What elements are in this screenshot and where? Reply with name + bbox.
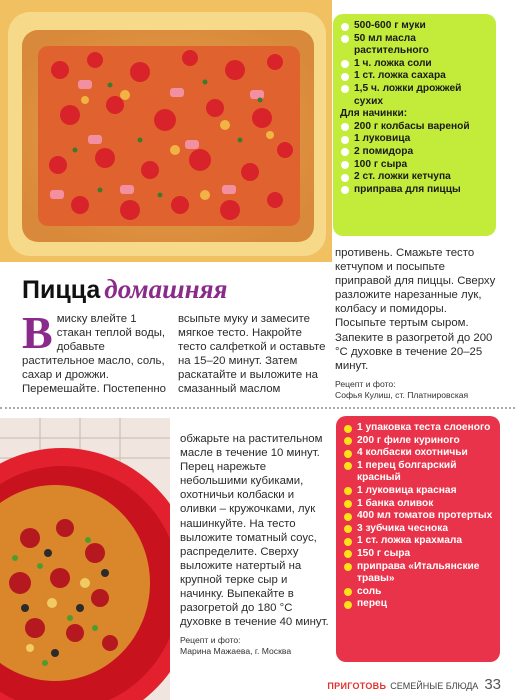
recipe2-credit-label: Рецепт и фото: [180,635,241,646]
ingredient-item: 150 г сыра [342,548,494,561]
magazine-section: СЕМЕЙНЫЕ БЛЮДА [390,681,479,691]
ingredient-item: 2 ст. ложки кетчупа [339,171,490,184]
ingredient-item: перец [342,598,494,611]
magazine-brand: ПРИГОТОВЬ [327,681,387,691]
title-word-pizza: Пицца [22,276,101,304]
pizza-photo-top [0,0,332,262]
ingredient-item: 400 мл томатов протертых [342,510,494,523]
recipe1-credit-label: Рецепт и фото: [335,378,396,389]
ingredient-item: 1 перец болгарский красный [342,460,494,485]
recipe1-text-col3 [335,246,500,401]
ingredient-item: 50 мл масла растительного [339,33,490,58]
ingredient-item: 3 зубчика чеснока [342,523,494,536]
ingredient-item: 1 луковица красная [342,485,494,498]
ingredient-item: приправа для пиццы [339,184,490,197]
ingredients-box-recipe2 [336,416,500,662]
ingredient-item: 200 г филе куриного [342,435,494,448]
ingredient-item: 4 колбаски охотничьи [342,447,494,460]
recipe2-text [180,432,330,657]
section-divider [0,407,515,409]
recipe1-text-col1 [22,307,169,397]
ingredients-list-1 [339,20,490,196]
recipe1-credit [335,379,500,401]
drop-cap: В [22,307,53,358]
ingredient-item: 1,5 ч. ложки дрожжей сухих [339,83,490,108]
recipe-title [22,274,227,305]
ingredient-item: 1 банка оливок [342,498,494,511]
ingredient-item: 500-600 г муки [339,20,490,33]
page-footer [327,676,501,693]
ingredient-subheading: Для начинки: [340,108,408,120]
ingredient-item: 200 г колбасы вареной [339,121,490,134]
ingredient-item: 1 ст. ложка крахмала [342,535,494,548]
ingredient-item: соль [342,586,494,599]
title-word-homemade: домашняя [104,274,228,304]
page-number: 33 [484,676,501,693]
recipe2-text-body: обжарьте на растительном масле в течение 10 минут. Перец нарежьте небольшими кубиками, охотничьи колбаски и оливки – кружочками, лук нашинкуйте. На тесто выложите томатный соус, распределите. Сверху выложите натертый на крупной терке сыр и начинку. Выпекайте в разогретой до 180 °С духовке в течение 40 минут. [180,433,329,629]
ingredient-item: 1 ст. ложка сахара [339,70,490,83]
recipe2-credit-name: Марина Мажаева, г. Москва [180,646,292,657]
ingredients-list-2 [342,422,494,611]
recipe1-text-col2 [178,312,328,397]
ingredient-item: 2 помидора [339,146,490,159]
ingredients-box-pizza-homemade [333,14,496,236]
recipe1-credit-name: Софья Кулиш, ст. Платнировская [335,389,469,400]
ingredient-item: 1 ч. ложка соли [339,58,490,71]
ingredient-item: приправа «Итальянские травы» [342,561,494,586]
recipe1-text-part3: противень. Смажьте тесто кетчупом и посыпьте приправой для пиццы. Сверху разложите нарезанные лук, колбасу и помидоры. Посыпьте тертым сыром. Запеките в разогретой до 200 °С духовке в течение 20–25 минут. [335,247,496,372]
ingredient-item: 1 луковица [339,133,490,146]
pizza-illustration-bottom [0,418,170,700]
ingredient-item: 100 г сыра [339,159,490,172]
pizza-photo-bottom [0,418,170,700]
recipe2-credit [180,635,330,657]
pizza-illustration-top [0,0,332,262]
recipe1-text-part1: миску влейте 1 стакан теплой воды, добавьте растительное масло, соль, сахар и дрожжи. Перемешайте. Постепенно [22,313,167,396]
ingredient-item: 1 упаковка теста слоеного [342,422,494,435]
recipe1-text-part2: всыпьте муку и замесите мягкое тесто. Накройте тесто салфеткой и оставьте на 15–20 минут. Затем раскатайте и выложите на смазанный маслом [178,313,326,396]
